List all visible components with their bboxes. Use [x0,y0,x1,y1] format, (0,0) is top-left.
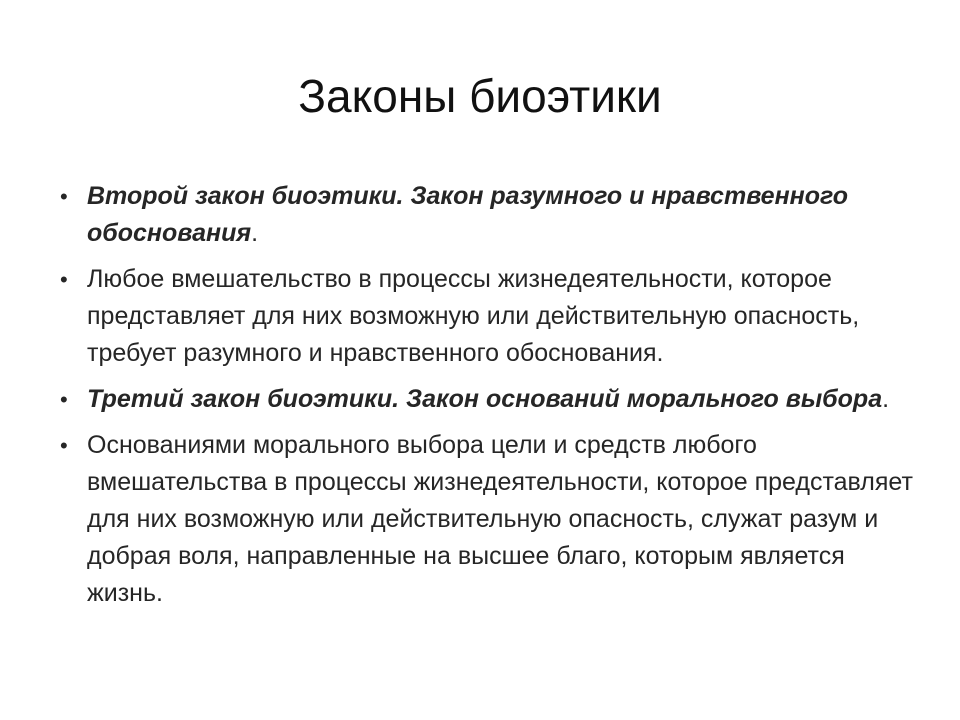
bullet-list [60,178,920,621]
bullet-item-second-law-text [60,261,920,372]
bullet-icon: • [60,184,68,209]
law-heading: Третий закон биоэтики. Закон оснований морального выбора [87,385,883,413]
law-heading: Второй закон биоэтики. Закон разумного и нравственного обоснования [87,182,849,247]
bullet-icon: • [60,433,68,458]
bullet-icon: • [60,387,68,412]
bullet-icon: • [60,267,68,292]
law-description: Любое вмешательство в процессы жизнедеятельности, которое представляет для них возможную или действительную опасность, требует разумного и нравственного обоснования. [87,265,860,367]
slide-title: Законы биоэтики [298,70,662,122]
law-description: Основаниями морального выбора цели и средств любого вмешательства в процессы жизнедеятельности, которое представляет для них возможную или действительную опасность, служат разум и добрая воля, направленные на высшее благо, которым является жизнь. [87,431,913,607]
bullet-item-third-law-text [60,427,920,612]
law-heading-period: . [882,385,890,413]
law-heading-period: . [251,219,259,247]
bullet-item-second-law [60,178,920,252]
bullet-item-third-law [60,381,920,418]
